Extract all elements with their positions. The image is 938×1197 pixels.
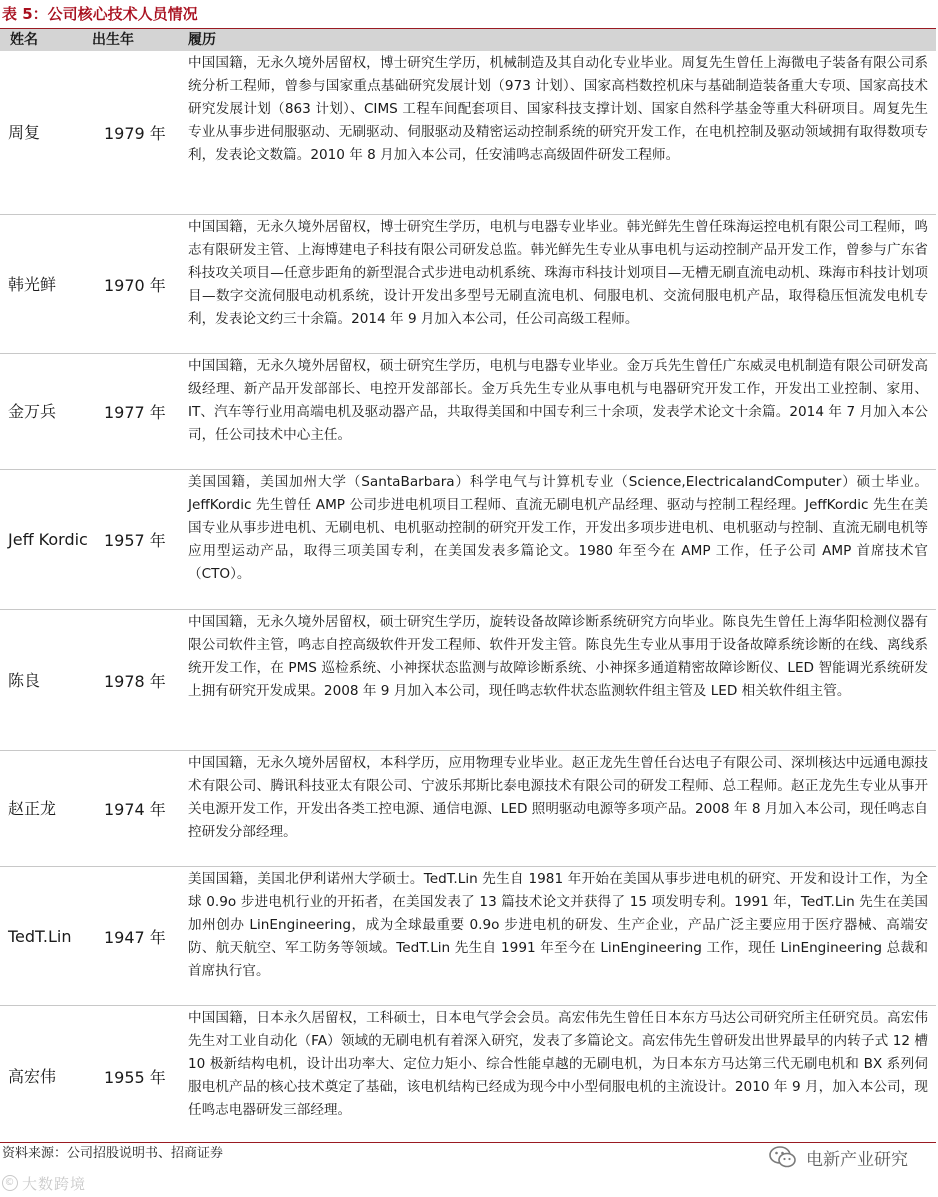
person-resume: 中国国籍，无永久境外居留权，本科学历，应用物理专业毕业。赵正龙先生曾任台达电子有限公司、深圳核达中远通电源技术有限公司、腾讯科技亚太有限公司、宁波乐邦斯比泰电源技术有限公司的研发工程师、总工程师。赵正龙先生专业从事开关电源开发工作，开发出各类工控电源、通信电源、LED 照明驱动电源等多项产品。2008 年 8 月加入本公司，现任鸣志自控研发分部经理。 bbox=[188, 755, 928, 840]
birth-year: 1977 年 bbox=[104, 403, 166, 422]
birth-year: 1970 年 bbox=[104, 275, 166, 295]
person-resume: 中国国籍，无永久境外居留权，硕士研究生学历，电机与电器专业毕业。金万兵先生曾任广东威灵电机制造有限公司研发高级经理、新产品开发部部长、电控开发部部长。金万兵先生专业从事电机与电器研究开发工作，开发出工业控制、家用、IT、汽车等行业用高端电机及驱动器产品，共取得美国和中国专利三十余项，发表学术论文十余篇。2014 年 7 月加入本公司，任公司技术中心主任。 bbox=[188, 358, 928, 443]
person-resume: 中国国籍，无永久境外居留权，博士研究生学历，电机与电器专业毕业。韩光鲜先生曾任珠海运控电机有限公司工程师，鸣志有限研发主管、上海博建电子科技有限公司研发总监。韩光鲜先生专业从事电机与运动控制产品开发工作，曾参与广东省科技攻关项目—任意步距角的新型混合式步进电动机系统、珠海市科技计划项目—无槽无刷直流电动机、珠海市科技计划项目—数字交流伺服电动机系统，设计开发出多型号无刷直流电机、伺服电机、交流伺服电机产品，取得稳压恒流发电机专利，发表论文约三十余篇。2014 年 9 月加入本公司，任公司高级工程师。 bbox=[188, 219, 928, 327]
table-body bbox=[0, 51, 936, 1146]
table-row bbox=[0, 214, 936, 353]
birth-year: 1978 年 bbox=[104, 671, 166, 691]
person-name: Jeff Kordic bbox=[8, 530, 88, 549]
person-resume: 中国国籍，无永久境外居留权，硕士研究生学历，旋转设备故障诊断系统研究方向毕业。陈良先生曾任上海华阳检测仪器有限公司软件主管，鸣志自控高级软件开发工程师、软件开发主管。陈良先生专业从事用于设备故障系统诊断的在线、离线系统开发工作，在 PMS 巡检系统、小神探状态监测与故障诊断系统、小神探多通道精密故障诊断仪、LED 智能调光系统研发上拥有研究开发成果。2008 年 9 月加入本公司，现任鸣志软件状态监测软件组主管及 LED 相关软件组主管。 bbox=[188, 614, 928, 699]
table-row bbox=[0, 1005, 936, 1146]
brand-label: 电新产业研究 bbox=[806, 1149, 908, 1170]
person-name: 金万兵 bbox=[8, 402, 57, 421]
watermark bbox=[2, 1172, 86, 1194]
table-row bbox=[0, 750, 936, 866]
table-row bbox=[0, 353, 936, 469]
person-resume: 美国国籍，美国北伊利诺州大学硕士。TedT.Lin 先生自 1981 年开始在美国从事步进电机的研究、开发和设计工作，为全球 0.9o 步进电机行业的开拓者，在美国发表了 13 篇技术论文并获得了 15 项发明专利。1991 年，TedT.Lin 先生在美国加州创办 LinEngineering，成为全球最重要 0.9o 步进电机的研发、生产企业，产品广泛主要应用于医疗器械、高端安防、航天航空、军工防务等领域。TedT.Lin 先生自 1991 年至今在 LinEngineering 工作，现任 LinEngineering 总裁和首席执行官。 bbox=[188, 871, 928, 979]
brand-mark bbox=[768, 1140, 908, 1174]
table-row bbox=[0, 866, 936, 1005]
table-row bbox=[0, 51, 936, 214]
table-title: 表 5：公司核心技术人员情况 bbox=[2, 5, 198, 23]
person-name: 周复 bbox=[8, 123, 41, 142]
person-name: 陈良 bbox=[8, 670, 41, 690]
person-resume: 中国国籍，无永久境外居留权，博士研究生学历，机械制造及其自动化专业毕业。周复先生曾任上海微电子装备有限公司系统分析工程师，曾参与国家重点基础研究发展计划（973 计划）、国家高档数控机床与基础制造装备重大专项、国家高技术研究发展计划（863 计划）、CIMS 工程车间配套项目、国家科技支撑计划、国家自然科学基金等重大科研项目。周复先生专业从事步进伺服驱动、无刷驱动、伺服驱动及精密运动控制系统的研究开发工作，在电机控制及驱动领域拥有取得数项专利，发表论文数篇。2010 年 8 月加入本公司，任安浦鸣志高级固件研发工程师。 bbox=[188, 55, 928, 163]
person-resume: 美国国籍，美国加州大学（SantaBarbara）科学电气与计算机专业（Science,ElectricalandComputer）硕士毕业。JeffKordic 先生曾任 AMP 公司步进电机项目工程师、直流无刷电机产品经理、驱动与控制工程经理。JeffKordic 先生在美国专业从事步进电机、无刷电机、电机驱动控制的研究开发工作，开发出多项步进电机、电机驱动与控制、直流无刷电机等应用型运动产品，取得三项美国专利，在美国发表多篇论文。1980 年至今在 AMP 工作，任子公司 AMP 首席技术官（CTO）。 bbox=[188, 474, 928, 582]
header-name: 姓名 bbox=[10, 32, 38, 48]
copyright-icon: © bbox=[2, 1175, 18, 1191]
person-name: TedT.Lin bbox=[8, 926, 72, 946]
source-text: 资料来源：公司招股说明书、招商证券 bbox=[2, 1146, 224, 1161]
person-name: 韩光鲜 bbox=[8, 274, 57, 294]
table-row bbox=[0, 469, 936, 609]
birth-year: 1974 年 bbox=[104, 800, 166, 819]
person-resume: 中国国籍，日本永久居留权，工科硕士，日本电气学会会员。高宏伟先生曾任日本东方马达公司研究所主任研究员。高宏伟先生对工业自动化（FA）领域的无刷电机有着深入研究，发表了多篇论文。高宏伟先生曾研发出世界最早的内转子式 12 槽 10 极新结构电机，设计出功率大、定位力矩小、综合性能卓越的无刷电机，为日本东方马达第三代无刷电机和 BX 系列伺服电机产品的核心技术奠定了基础，该电机结构已经成为现今中小型伺服电机的主流设计。2010 年 9 月，加入本公司，现任鸣志电器研发三部经理。 bbox=[188, 1010, 928, 1118]
wechat-icon bbox=[768, 1144, 798, 1170]
birth-year: 1955 年 bbox=[104, 1067, 166, 1087]
birth-year: 1979 年 bbox=[104, 124, 166, 143]
birth-year: 1947 年 bbox=[104, 927, 166, 947]
birth-year: 1957 年 bbox=[104, 531, 166, 550]
header-year: 出生年 bbox=[92, 32, 134, 48]
header-resume: 履历 bbox=[188, 32, 216, 48]
person-name: 高宏伟 bbox=[8, 1066, 57, 1086]
table-row bbox=[0, 609, 936, 750]
watermark-label: 大数跨境 bbox=[22, 1174, 87, 1193]
table-header bbox=[0, 28, 936, 51]
person-name: 赵正龙 bbox=[8, 799, 57, 818]
